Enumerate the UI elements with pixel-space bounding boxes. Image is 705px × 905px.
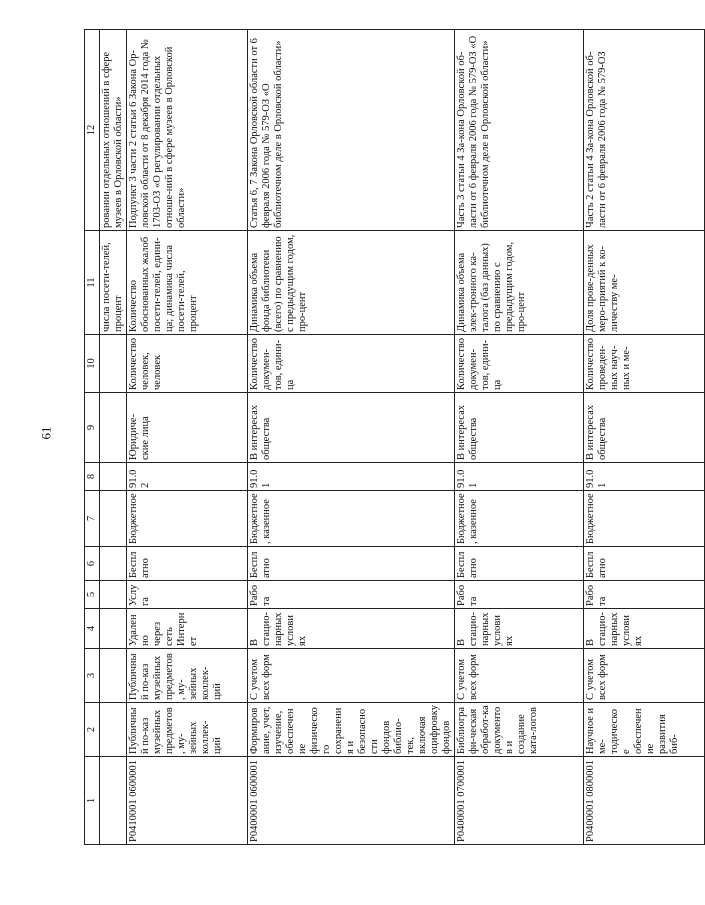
table-cell: Статья 6, 7 Закона Орловской области от 6 февраля 2006 года № 579-ОЗ «О библиотечном деле в Орловской области» — [248, 30, 455, 231]
table-cell: В интересах общества — [248, 393, 455, 463]
col-number: 10 — [85, 335, 100, 393]
table-cell — [100, 463, 127, 491]
table-cell: Бюджетное — [584, 491, 705, 547]
table-cell: Библиографи-ческая обработ-ка документов и создание ката-логов — [455, 703, 584, 757]
table-cell: Формирование, учет, изучение, обеспечение физического сохранения и безопасности фондов библио-тек, включая оцифровку фондов — [248, 703, 455, 757]
table-cell: 91.01 — [584, 463, 705, 491]
table-cell: Количество проведен-ных науч-ных и ме- — [584, 335, 705, 393]
table-row — [127, 30, 248, 845]
col-number: 11 — [85, 231, 100, 335]
table-cell: Бесплатно — [248, 547, 455, 581]
col-number: 1 — [85, 757, 100, 845]
table-cell — [100, 581, 127, 609]
table-cell: Подпункт 3 части 2 статьи 6 Закона Ор-ловской области от 8 декабря 2014 года № 1703-ОЗ «О регулировании отдельных отноше-ний в сфере музеев в Орловской области» — [127, 30, 248, 231]
table-cell: Часть 2 статьи 4 За-кона Орловской об-ласти от 6 февраля 2006 года № 579-ОЗ — [584, 30, 705, 231]
col-number: 7 — [85, 491, 100, 547]
table-cell: Юридиче-ские лица — [127, 393, 248, 463]
table-row — [248, 30, 455, 845]
page-number: 61 — [38, 426, 54, 440]
table-row — [455, 30, 584, 845]
table-cell: Доля прове-денных меро-приятий к ко-личеству ме- — [584, 231, 705, 335]
table-cell: Бесплатно — [584, 547, 705, 581]
table-cell: Количество человек, человек — [127, 335, 248, 393]
table-cell — [100, 335, 127, 393]
table-cell: Публичный по-каз музейных предметов, му-зейных коллек-ций — [127, 703, 248, 757]
table-row-continuation — [100, 30, 127, 845]
table-cell: В стацио-нарных условиях — [248, 609, 455, 649]
table-cell: Бюджетное — [127, 491, 248, 547]
col-number: 9 — [85, 393, 100, 463]
col-number: 3 — [85, 649, 100, 703]
col-number: 5 — [85, 581, 100, 609]
table-cell-code: Р0400001 0600001 — [248, 757, 455, 845]
col-number: 2 — [85, 703, 100, 757]
table-row — [584, 30, 705, 845]
table-cell: Количество докумен-тов, едини-ца — [455, 335, 584, 393]
table-cell: 91.01 — [455, 463, 584, 491]
col-number: 12 — [85, 30, 100, 231]
col-number: 8 — [85, 463, 100, 491]
table-cell: Работа — [455, 581, 584, 609]
table-cell: 91.01 — [248, 463, 455, 491]
table-cell: В интересах общества — [455, 393, 584, 463]
table-cell — [100, 491, 127, 547]
table-cell: Бесплатно — [455, 547, 584, 581]
table-cell: Количество обоснованных жалоб посети-телей, едини-ца; динамика числа посети-телей, процент — [127, 231, 248, 335]
table-cell: Удаленно через сеть Интернет — [127, 609, 248, 649]
table-cell — [100, 757, 127, 845]
table-cell: Часть 3 статьи 4 За-кона Орловской об-ласти от 6 февраля 2006 года № 579-ОЗ «О библиотечном деле в Орловской области» — [455, 30, 584, 231]
column-numbers-row — [85, 30, 100, 845]
table-cell: Бюджетное, казенное — [455, 491, 584, 547]
table-cell — [100, 649, 127, 703]
table-cell — [100, 703, 127, 757]
col-number: 4 — [85, 609, 100, 649]
table-cell: С учетом всех форм — [584, 649, 705, 703]
rotated-table-sheet — [84, 30, 680, 845]
table-cell: Работа — [584, 581, 705, 609]
table-cell: В стацио-нарных условиях — [584, 609, 705, 649]
services-table — [84, 29, 705, 845]
col-number: 6 — [85, 547, 100, 581]
table-cell: Публичный по-каз музейных предметов, му-зейных коллек-ций — [127, 649, 248, 703]
table-cell: С учетом всех форм — [455, 649, 584, 703]
table-cell: ровании отдельных отношений в сфере музеев в Орловской области» — [100, 30, 127, 231]
table-cell — [100, 393, 127, 463]
table-cell: 91.02 — [127, 463, 248, 491]
table-cell: Бюджетное, казенное — [248, 491, 455, 547]
table-cell-code: Р0400001 0800001 — [584, 757, 705, 845]
table-cell: Бесплатно — [127, 547, 248, 581]
table-cell-code: Р0400001 0700001 — [455, 757, 584, 845]
table-cell: Научное и ме-тодическое обеспечение развития биб- — [584, 703, 705, 757]
table-cell: В интересах общества — [584, 393, 705, 463]
table-cell: Динамика объема элек-тронного ка-талога (баз данных) по сравнению с предыдущим годом, про-цент — [455, 231, 584, 335]
table-cell — [100, 547, 127, 581]
table-cell: Количество докумен-тов, едини-ца — [248, 335, 455, 393]
table-cell: Услуга — [127, 581, 248, 609]
table-cell: Работа — [248, 581, 455, 609]
table-cell: В стацио-нарных условиях — [455, 609, 584, 649]
table-cell: числа посети-телей, процент — [100, 231, 127, 335]
table-cell-code: Р0410001 0600001 — [127, 757, 248, 845]
table-cell: С учетом всех форм — [248, 649, 455, 703]
table-cell: Динамика объема фонда библиотеки (всего) по сравнению с предыдущим годом, про-цент — [248, 231, 455, 335]
table-cell — [100, 609, 127, 649]
